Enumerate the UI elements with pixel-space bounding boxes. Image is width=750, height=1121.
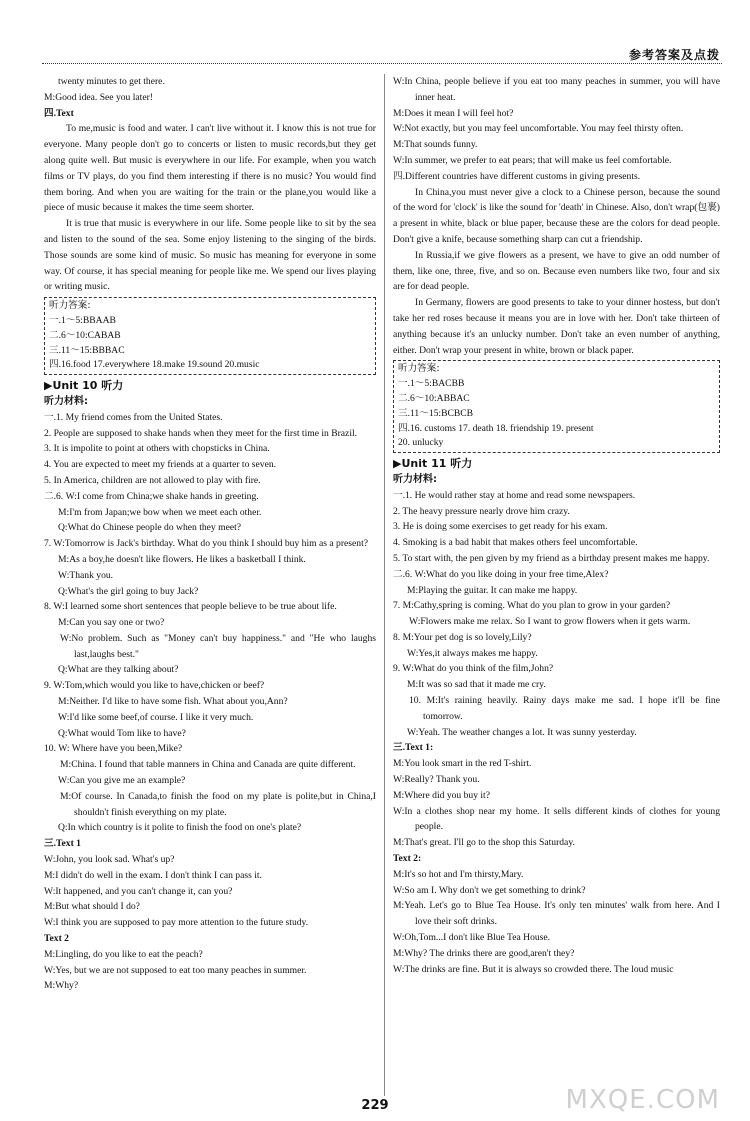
answer-line: 三.11～15:BCBCB — [398, 407, 474, 419]
text-line: 2. The heavy pressure nearly drove him crazy. — [393, 505, 570, 517]
answer-line: 二.6～10:CABAB — [49, 329, 121, 341]
text-line: 二.6. W:What do you like doing in your free time,Alex? — [393, 568, 609, 580]
text-line: W:I think you are supposed to pay more attention to the future study. — [44, 917, 309, 929]
text-line: W:Can you give me an example? — [58, 775, 186, 787]
text-line: 3. He is doing some exercises to get ready for his exam. — [393, 521, 608, 533]
text-line: 10. M:It's raining heavily. Rainy days make me sad. I hope it'll be fine tomorrow. — [409, 695, 720, 722]
answer-line: 四.16. customs 17. death 18. friendship 19. present — [398, 422, 594, 434]
text-line: 四.Different countries have different customs in giving presents. — [393, 170, 641, 182]
text-line: 一.1. My friend comes from the United States. — [44, 411, 223, 423]
answer-box — [393, 360, 720, 453]
section-label: 听力材料: — [393, 473, 437, 485]
answer-box — [44, 297, 376, 375]
section-label: 听力材料: — [44, 395, 88, 407]
text-line: W:In China, people believe if you eat too many peaches in summer, you will have inner heat. — [393, 76, 720, 103]
text-line: Q:What are they talking about? — [58, 664, 179, 676]
unit-heading: ▶Unit 10 听力 — [44, 379, 124, 393]
column-divider — [384, 74, 385, 1096]
right-column — [393, 74, 720, 977]
header-divider — [42, 63, 722, 64]
text-line: Q:What would Tom like to have? — [58, 727, 186, 739]
answer-line: 二.6～10:ABBAC — [398, 392, 470, 404]
text-line: M:Good idea. See you later! — [44, 91, 153, 103]
paragraph: It is true that music is everywhere in our life. Some people like to sit by the sea and listen to the sound of the sea. Some enjoy listening to the singing of the birds. Those sounds are some kind of music. So music has meaning for everyone in some way. Of course, it has special meaning for people like me. We spend our lives playing or writing music. — [44, 218, 376, 293]
text-line: Q:In which country is it polite to finish the food on one's plate? — [58, 822, 302, 834]
text-line: 一.1. He would rather stay at home and read some newspapers. — [393, 489, 636, 501]
text-line: 3. It is impolite to point at others with chopsticks in China. — [44, 443, 270, 455]
text-line: W:No problem. Such as "Money can't buy happiness." and "He who laughs last,laughs best." — [60, 632, 376, 660]
text-line: 8. W:I learned some short sentences that people believe to be true about life. — [44, 601, 337, 613]
unit-heading: ▶Unit 11 听力 — [393, 457, 473, 471]
text-line: 7. M:Cathy,spring is coming. What do you plan to grow in your garden? — [393, 600, 671, 612]
text-line: M:Where did you buy it? — [393, 789, 490, 801]
page-number: 229 — [361, 1098, 389, 1113]
text-line: M:Why? — [44, 980, 79, 992]
text-line: M:That sounds funny. — [393, 139, 478, 151]
section-heading: Text 2: — [393, 853, 422, 865]
text-line: M:Why? The drinks there are good,aren't they? — [393, 947, 575, 959]
text-line: W:Really? Thank you. — [393, 774, 480, 786]
text-line: 二.6. W:I come from China;we shake hands in greeting. — [44, 490, 259, 502]
answer-line: 四.16.food 17.everywhere 18.make 19.sound 20.music — [49, 359, 260, 371]
text-line: twenty minutes to get there. — [58, 76, 165, 87]
text-line: M:It was so sad that it made me cry. — [407, 679, 546, 691]
text-line: W:John, you look sad. What's up? — [44, 854, 175, 866]
text-line: W:Yes, but we are not supposed to eat too many peaches in summer. — [44, 964, 307, 976]
text-line: M:Does it mean I will feel hot? — [393, 107, 514, 119]
text-line: 10. W: Where have you been,Mike? — [44, 743, 183, 755]
section-heading: 三.Text 1 — [44, 838, 81, 850]
text-line: M:Lingling, do you like to eat the peach? — [44, 948, 203, 960]
text-line: W:So am I. Why don't we get something to drink? — [393, 884, 586, 896]
text-line: 7. W:Tomorrow is Jack's birthday. What do you think I should buy him as a present? — [44, 538, 368, 550]
text-line: W:Oh,Tom...I don't like Blue Tea House. — [393, 932, 551, 944]
text-line: 8. M:Your pet dog is so lovely,Lily? — [393, 631, 532, 643]
header-title: 参考答案及点拨 — [628, 48, 720, 62]
watermark-logo: MXQE.COM — [565, 1085, 720, 1115]
text-line: W:In a clothes shop near my home. It sells different kinds of clothes for young people. — [393, 805, 720, 833]
text-line: W:The drinks are fine. But it is always so crowded there. The loud music — [393, 963, 674, 975]
text-line: W:Yeah. The weather changes a lot. It was sunny yesterday. — [407, 726, 637, 738]
text-line: M:You look smart in the red T-shirt. — [393, 758, 532, 770]
text-line: W:Yes,it always makes me happy. — [407, 647, 538, 659]
answer-line: 三.11～15:BBBAC — [49, 344, 125, 356]
text-line: 9. W:Tom,which would you like to have,chicken or beef? — [44, 680, 265, 692]
answer-line: 一.1～5:BBAAB — [49, 314, 116, 326]
text-line: W:Thank you. — [58, 569, 114, 581]
text-line: W:I'd like some beef,of course. I like it very much. — [58, 711, 254, 723]
section-heading: 三.Text 1: — [393, 742, 434, 754]
left-column — [44, 74, 376, 994]
text-line: M:That's great. I'll go to the shop this Saturday. — [393, 837, 575, 849]
page-header — [0, 0, 750, 66]
text-line: 5. In America, children are not allowed to play with fire. — [44, 474, 261, 486]
text-line: W:It happened, and you can't change it, can you? — [44, 885, 233, 897]
text-line: M:Of course. In Canada,to finish the food on my plate is polite,but in China,I shouldn't finish everything on my plate. — [60, 790, 376, 818]
text-line: M:China. I found that table manners in China and Canada are quite different. — [60, 759, 356, 771]
answer-box-title: 听力答案: — [49, 300, 91, 312]
paragraph: In Germany, flowers are good presents to take to your dinner hostess, but don't take her red roses because it means you are in love with her. Don't take thirteen of anything because it's an unlucky number. Don't take an even number of anything, either. Don't wrap your present in white, brown or black paper. — [393, 297, 720, 356]
paragraph: In China,you must never give a clock to a Chinese person, because the sound of the word for 'clock' is like the sound for 'death' in Chinese. Also, don't wrap(包裹) a present in white, black or blue paper, because these are the colors for dead people. Don't give a knife, because something sharp can cut a friendship. — [393, 186, 720, 245]
paragraph: In Russia,if we give flowers as a present, we have to give an odd number of them, like one, three, five, and so on. Because even numbers like two, four and six are for dead people. — [393, 249, 720, 293]
text-line: M:Neither. I'd like to have some fish. What about you,Ann? — [58, 696, 288, 708]
text-line: M:Can you say one or two? — [58, 617, 165, 629]
text-line: 2. People are supposed to shake hands when they meet for the first time in Brazil. — [44, 427, 358, 439]
text-line: M:Playing the guitar. It can make me happy. — [407, 584, 578, 596]
text-line: Q:What do Chinese people do when they meet? — [58, 522, 242, 534]
text-line: W:Flowers make me relax. So I want to grow flowers when it gets warm. — [409, 616, 691, 628]
text-line: W:Not exactly, but you may feel uncomfortable. You may feel thirsty often. — [393, 123, 684, 135]
answer-line: 20. unlucky — [398, 437, 444, 449]
text-line: 4. Smoking is a bad habit that makes others feel uncomfortable. — [393, 537, 638, 549]
text-line: 4. You are expected to meet my friends at a quarter to seven. — [44, 459, 277, 471]
text-line: M:But what should I do? — [44, 901, 140, 913]
text-line: 5. To start with, the pen given by my friend as a birthday present makes me happy. — [393, 552, 710, 564]
text-line: 9. W:What do you think of the film,John? — [393, 663, 554, 675]
text-line: M:I didn't do well in the exam. I don't think I can pass it. — [44, 869, 262, 881]
paragraph: To me,music is food and water. I can't live without it. I know this is not true for everyone. Many people don't go to concerts or listen to music records,but they get along quite well. But music is everywhere in our life. For example, when you watch films or TV plays, do you find them interesting if there is no music? You would find them boring. And when you are waiting for the train or the plane,you would like a piece of music because it makes the time seem shorter. — [44, 123, 376, 214]
answer-box-title: 听力答案: — [398, 363, 440, 375]
text-line: M:It's so hot and I'm thirsty,Mary. — [393, 868, 524, 880]
section-heading: Text 2 — [44, 933, 69, 945]
text-line: M:I'm from Japan;we bow when we meet each other. — [58, 506, 262, 518]
text-line: M:Yeah. Let's go to Blue Tea House. It's only ten minutes' walk from here. And I love their soft drinks. — [393, 900, 720, 928]
answer-line: 一.1～5:BACBB — [398, 378, 465, 390]
section-heading: 四.Text — [44, 107, 74, 119]
text-line: Q:What's the girl going to buy Jack? — [58, 585, 199, 597]
text-line: W:In summer, we prefer to eat pears; that will make us feel comfortable. — [393, 154, 672, 166]
text-line: M:As a boy,he doesn't like flowers. He likes a basketball I think. — [58, 553, 306, 565]
